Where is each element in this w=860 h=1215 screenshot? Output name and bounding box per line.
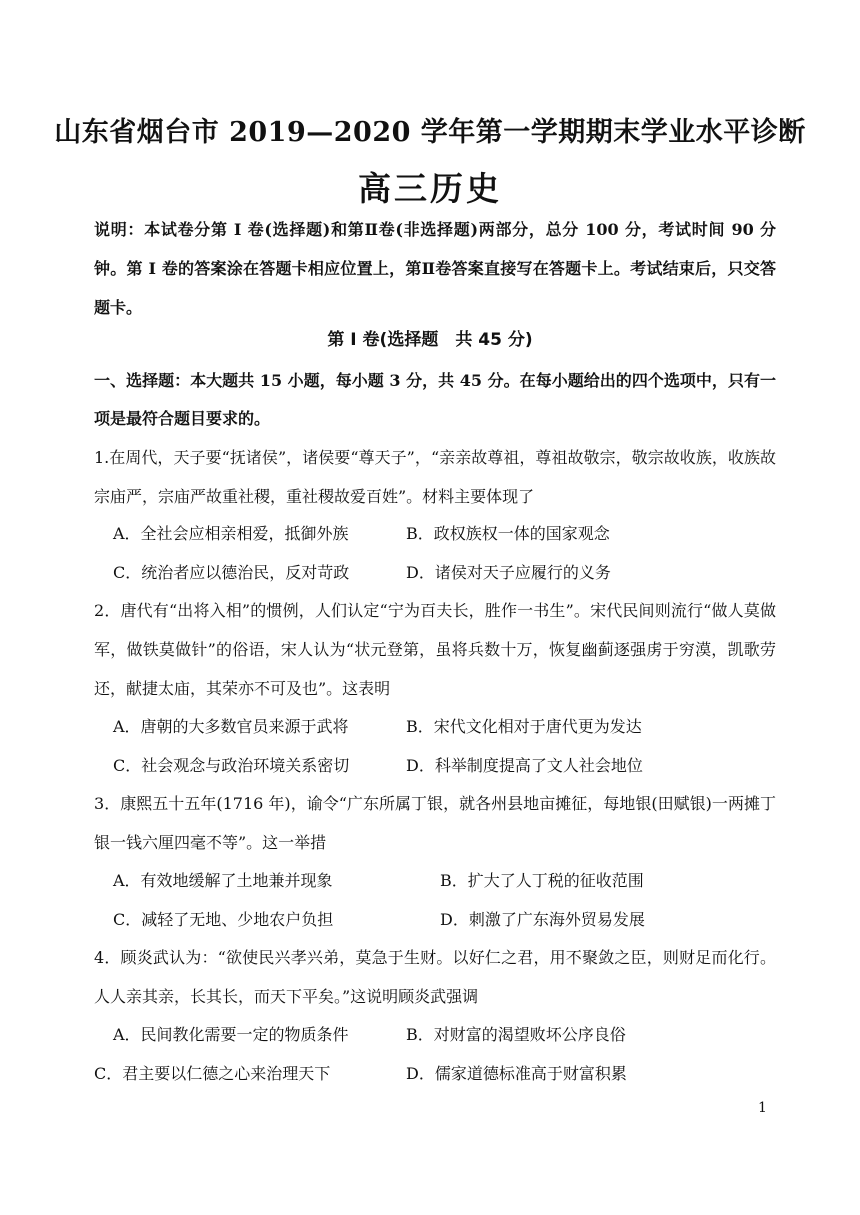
question-4-stem: 4．顾炎武认为：“欲使民兴孝兴弟，莫急于生财。以好仁之君，用不聚敛之臣，则财足而化行。人人亲其亲，长其长，而天下平矣。”这说明顾炎武强调 [94, 948, 776, 1006]
question-4-option-a[interactable]: A．民间教化需要一定的物质条件 [113, 1025, 349, 1044]
question-1-option-d[interactable]: D．诸侯对天子应履行的义务 [406, 563, 611, 582]
question-4-option-c[interactable]: C．君主要以仁德之心来治理天下 [94, 1064, 331, 1083]
question-1-option-c[interactable]: C．统治者应以德治民，反对苛政 [113, 563, 350, 582]
question-3-stem: 3．康熙五十五年(1716 年)，谕令“广东所属丁银，就各州县地亩摊征，每地银(田赋银)一两摊丁银一钱六厘四毫不等”。这一举措 [94, 794, 776, 852]
question-1-option-a[interactable]: A．全社会应相亲相爱，抵御外族 [113, 524, 349, 543]
question-3-option-a[interactable]: A．有效地缓解了土地兼并现象 [113, 871, 333, 890]
question-4-option-d[interactable]: D．儒家道德标准高于财富积累 [406, 1064, 627, 1083]
exam-title: 山东省烟台市 2019—2020 学年第一学期期末学业水平诊断 [54, 117, 806, 148]
question-3-option-c[interactable]: C．减轻了无地、少地农户负担 [113, 910, 334, 929]
question-3-option-d[interactable]: D．刺激了广东海外贸易发展 [440, 910, 645, 929]
section-instruction: 一、选择题：本大题共 15 小题，每小题 3 分，共 45 分。在每小题给出的四个选项中，只有一项是最符合题目要求的。 [94, 371, 776, 428]
exam-instructions: 说明：本试卷分第 I 卷(选择题)和第Ⅱ卷(非选择题)两部分，总分 100 分，考试时间 90 分钟。第 I 卷的答案涂在答题卡相应位置上，第Ⅱ卷答案直接写在答题卡上。考试结束后，只交答题卡。 [94, 220, 776, 317]
question-2-option-c[interactable]: C．社会观念与政治环境关系密切 [113, 756, 350, 775]
question-1-stem: 1.在周代，天子要“抚诸侯”，诸侯要“尊天子”，“亲亲故尊祖，尊祖故敬宗，敬宗故收族，收族故宗庙严，宗庙严故重社稷，重社稷故爱百姓”。材料主要体现了 [94, 448, 776, 506]
question-4-option-b[interactable]: B．对财富的渴望败坏公序良俗 [406, 1025, 626, 1044]
question-2-stem: 2．唐代有“出将入相”的惯例，人们认定“宁为百夫长，胜作一书生”。宋代民间则流行“做人莫做军，做铁莫做针”的俗语，宋人认为“状元登第，虽将兵数十万，恢复幽蓟逐强虏于穷漠，凯歌劳还，献捷太庙，其荣亦不可及也”。这表明 [94, 601, 776, 698]
question-2-option-b[interactable]: B．宋代文化相对于唐代更为发达 [406, 717, 642, 736]
question-1-option-b[interactable]: B．政权族权一体的国家观念 [406, 524, 610, 543]
question-2-option-a[interactable]: A．唐朝的大多数官员来源于武将 [113, 717, 349, 736]
page-number: 1 [758, 1100, 767, 1116]
question-3-option-b[interactable]: B．扩大了人丁税的征收范围 [440, 871, 644, 890]
subject-title: 高三历史 [358, 169, 502, 208]
question-2-option-d[interactable]: D．科举制度提高了文人社会地位 [406, 756, 643, 775]
section-title: 第 Ⅰ 卷(选择题 共 45 分) [327, 330, 533, 350]
